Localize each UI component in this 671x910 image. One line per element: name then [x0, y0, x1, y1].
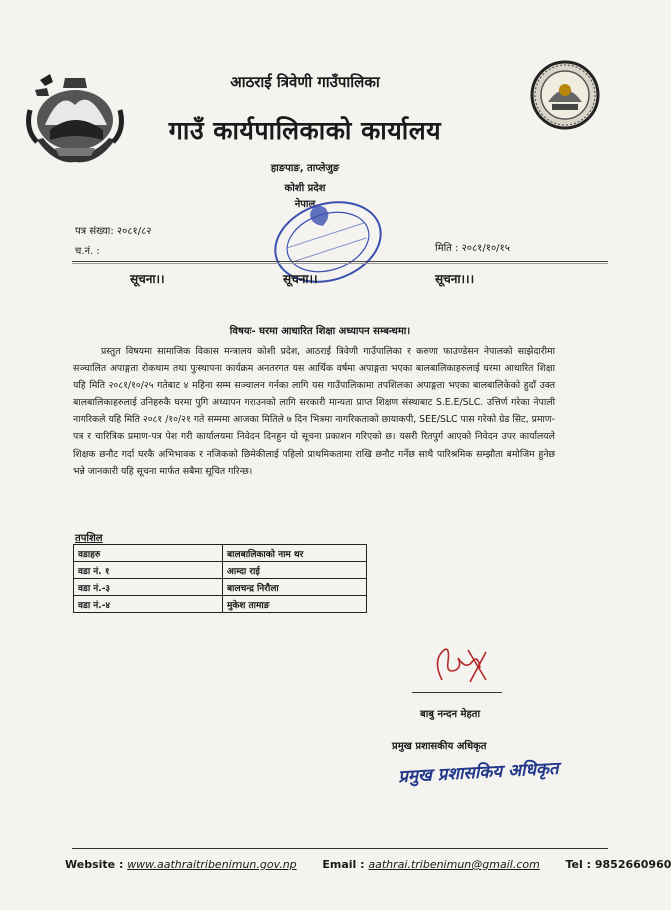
office-name: गाउँ कार्यपालिकाको कार्यालय	[168, 116, 442, 145]
website-label: Website :	[65, 858, 124, 871]
municipality-name: आठराई त्रिवेणी गाउँपालिका	[230, 73, 380, 91]
child-name-cell: बालचन्द्र निरौला	[223, 579, 367, 596]
nepal-emblem-icon	[25, 70, 125, 170]
municipal-seal-icon	[530, 60, 600, 130]
email-label: Email :	[322, 858, 365, 871]
header-divider-secondary	[72, 263, 608, 264]
header-divider	[72, 261, 608, 262]
email-link[interactable]: aathrai.tribenimun@gmail.com	[368, 858, 540, 871]
ward-cell: वडा नं.-३	[74, 579, 223, 596]
subject-line: विषयः- घरमा आधारित शिक्षा अध्यापन सम्बन्धमा।	[229, 326, 411, 337]
address-line-1: हाङपाङ, ताप्लेजुङ	[270, 163, 340, 174]
letter-date: मिति : २०८१/१०/१५	[435, 243, 510, 254]
column-header-ward: वडाहरु	[74, 545, 223, 562]
signature-line	[412, 692, 502, 693]
website-link[interactable]: www.aathraitribenimun.gov.np	[127, 858, 297, 871]
column-header-child-name: बालबालिकाको नाम थर	[223, 545, 367, 562]
dispatch-number: च.नं. :	[75, 246, 100, 257]
table-row	[74, 562, 367, 579]
footer-contact	[65, 858, 671, 871]
signer-name: बाबु नन्दन मेहता	[420, 709, 481, 720]
tel-number: 9852660960	[594, 858, 671, 871]
tel-label: Tel :	[565, 858, 592, 871]
signer-title: प्रमुख प्रशासकीय अधिकृत	[392, 741, 487, 752]
notice-heading-3: सूचना।।।	[435, 272, 475, 286]
footer-divider	[72, 848, 608, 849]
address-line-3: नेपाल	[294, 199, 316, 210]
child-name-cell: मुकेश तामाङ	[223, 596, 367, 613]
designation-stamp: प्रमुख प्रशासकिय अधिकृत	[397, 758, 560, 788]
notice-heading-1: सूचना।।	[130, 272, 165, 286]
address-line-2: कोशी प्रदेश	[284, 183, 326, 194]
table-row	[74, 596, 367, 613]
ward-children-table	[73, 544, 367, 613]
details-title: तपशिल	[75, 533, 103, 544]
notice-heading-2: सूचना।।	[283, 272, 318, 286]
table-header-row	[74, 545, 367, 562]
notice-body: प्रस्तुत विषयमा सामाजिक विकास मन्त्रालय कोशी प्रदेश, आठराई त्रिवेणी गाउँपालिका र करुणा फाउण्डेसन नेपालको साझेदारीमा सञ्चालित अपाङ्गता रोकथाम तथा पुःस्थापना कार्यक्रम अनतरगत यस आर्थिक वर्षमा अपाङ्गता भएका बालबालिकाहरुलाई घरमा आधारित शिक्षा यहि मिति २०८१/१०/२५ गतेबाट ४ महिना सम्म सञ्चालन गर्नका लागि यस गाउँपालिकामा तपशिलका अपाङ्गता भएका बालबालिकेको हुदाँ उक्त बालबालिकाहरुलाई उनिहरुकै घरमा पुगि अध्यापन गराउनको लागि सरकारी मान्यता प्राप्त शिक्षण संस्थाबाट S.E.E/SLC. उत्तिर्ण गरेका नेपाली नागरिकले यहि मिति २०८१ /१०/२१ गते सम्ममा आजका मितिले ७ दिन भित्रमा नागरिकताको छायाकपी, SEE/SLC पास गरेको ग्रेड सिट, प्रमाण-पत्र र चारित्रिक प्रमाण-पत्र पेश गरी कार्यालयमा निवेदन दिनहुन यो सूचना प्रकाशन गरिएको छ। यसरी रितपुर्ग आएको निवेदन उपर कार्यालयले शिक्षक छनौट गर्दा घरकै अभिभावक र नजिकको छिमेकीलाई पहिलो प्राथमिकतामा राखि छनौट गर्नेछ साथै पारिश्रमिक सम्झौता बमोजिम हुनेछ भन्ने जानकारी यहि सूचना मार्फत सबैमा सूचित गरिन्छ।	[73, 346, 555, 477]
ward-cell: वडा नं.-४	[74, 596, 223, 613]
letter-number: पत्र संख्या: २०८१/८२	[75, 226, 152, 237]
ward-cell: वडा नं. १	[74, 562, 223, 579]
child-name-cell: आम्दा राई	[223, 562, 367, 579]
table-row	[74, 579, 367, 596]
signature-mark	[428, 640, 498, 690]
